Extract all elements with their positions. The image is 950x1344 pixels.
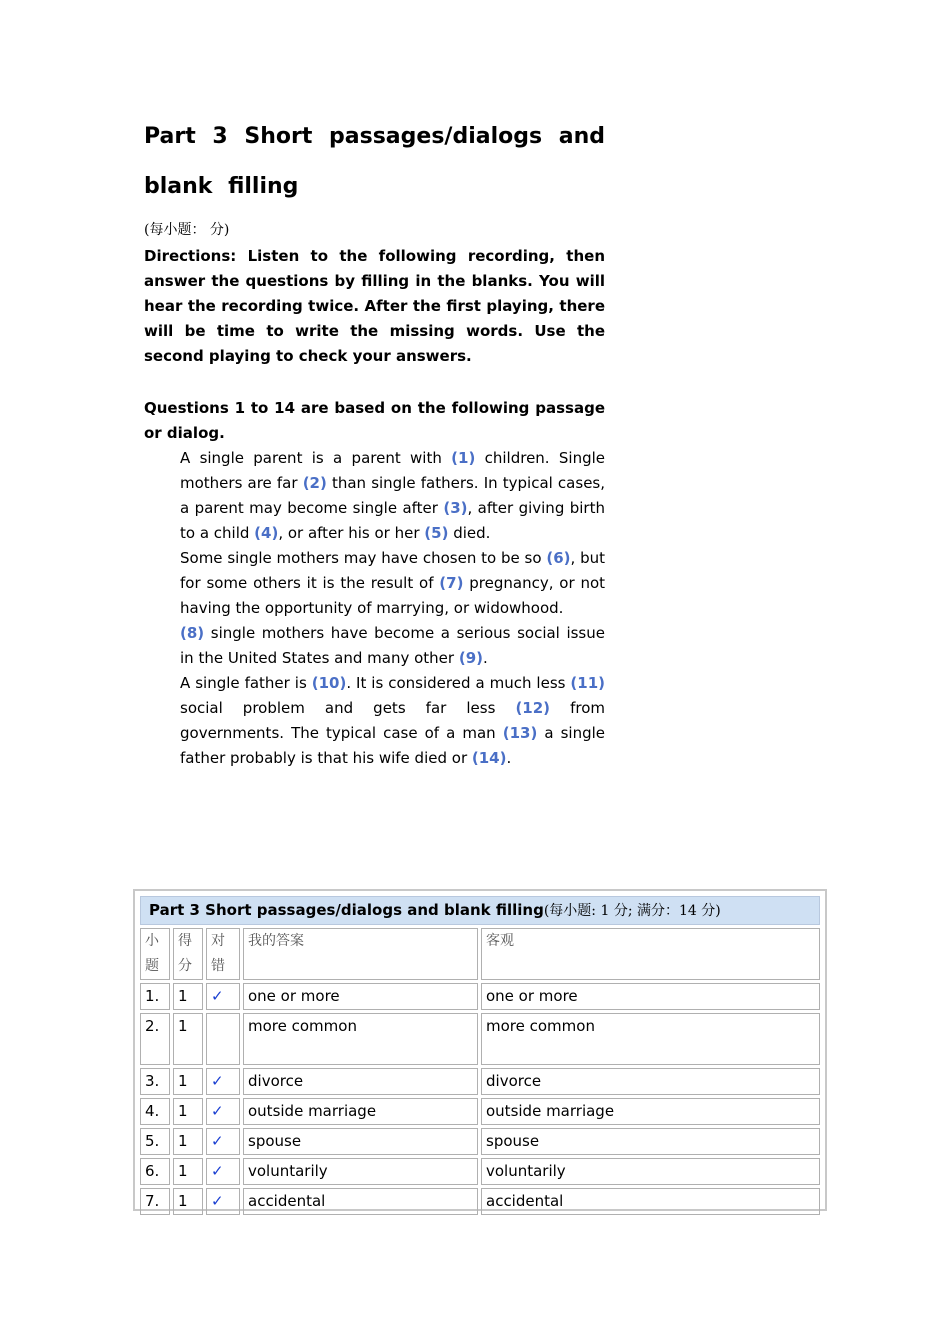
blank-13: (13) bbox=[502, 724, 538, 742]
table-row: 6. 1 ✓ voluntarily voluntarily bbox=[140, 1158, 820, 1185]
check-icon: ✓ bbox=[206, 1098, 240, 1125]
blank-3: (3) bbox=[443, 499, 468, 517]
column-headers bbox=[140, 928, 820, 980]
passage-paragraph-1: A single parent is a parent with (1) children. Single mothers are far (2) than single fathers. In typical cases, a parent may become single after (3), after giving birth to a child (4), or after his or her (5) died. bbox=[180, 449, 606, 542]
col-my-answer: 我的答案 bbox=[243, 928, 478, 980]
directions: Directions: Listen to the following recording, then answer the questions by filling in the blanks. You will hear the recording twice. After the first playing, there will be time to write the missing words. Use the second playing to check your answers. bbox=[144, 247, 605, 365]
results-table bbox=[133, 889, 827, 1211]
blank-12: (12) bbox=[515, 699, 551, 717]
check-icon: ✓ bbox=[206, 1128, 240, 1155]
check-icon: ✓ bbox=[206, 1068, 240, 1095]
table-row: 3. 1 ✓ divorce divorce bbox=[140, 1068, 820, 1095]
passage-paragraph-4: A single father is (10). It is considered a much less (11) social problem and gets far less (12) from governments. The typical case of a man (13) a single father probably is that his wife died or (14). bbox=[180, 674, 605, 767]
passage bbox=[180, 446, 605, 771]
questions-intro: Questions 1 to 14 are based on the following passage or dialog. bbox=[144, 399, 605, 442]
blank-1: (1) bbox=[451, 449, 476, 467]
blank-8: (8) bbox=[180, 624, 205, 642]
table-row: 1. 1 ✓ one or more one or more bbox=[140, 983, 820, 1010]
check-icon bbox=[206, 1013, 240, 1065]
col-key: 客观 bbox=[481, 928, 820, 980]
col-score: 得分 bbox=[173, 928, 203, 980]
table-row: 5. 1 ✓ spouse spouse bbox=[140, 1128, 820, 1155]
table-row: 7. 1 ✓ accidental accidental bbox=[140, 1188, 820, 1215]
table-row: 4. 1 ✓ outside marriage outside marriage bbox=[140, 1098, 820, 1125]
blank-9: (9) bbox=[458, 649, 483, 667]
blank-10: (10) bbox=[311, 674, 347, 692]
score-note: (每小题： 分) bbox=[144, 222, 230, 238]
table-score-note: (每小题: 1 分; 满分：14 分) bbox=[543, 903, 721, 919]
part-title: Part 3 Short passages/dialogs and blank filling bbox=[144, 124, 605, 199]
blank-7: (7) bbox=[439, 574, 464, 592]
blank-5: (5) bbox=[424, 524, 449, 542]
col-correct: 对错 bbox=[206, 928, 240, 980]
document-body bbox=[144, 112, 605, 771]
table-title: Part 3 Short passages/dialogs and blank filling bbox=[149, 901, 544, 919]
table-row: 2. 1 more common more common bbox=[140, 1013, 820, 1065]
check-icon: ✓ bbox=[206, 1188, 240, 1215]
blank-4: (4) bbox=[254, 524, 279, 542]
blank-2: (2) bbox=[302, 474, 327, 492]
col-num: 小题 bbox=[140, 928, 170, 980]
blank-6: (6) bbox=[546, 549, 571, 567]
check-icon: ✓ bbox=[206, 1158, 240, 1185]
table-header bbox=[140, 896, 820, 925]
passage-paragraph-2: Some single mothers may have chosen to be so (6), but for some others it is the result of (7) pregnancy, or not having the opportunity of marrying, or widowhood. bbox=[180, 549, 606, 617]
check-icon: ✓ bbox=[206, 983, 240, 1010]
passage-paragraph-3: (8) single mothers have become a serious social issue in the United States and many other (9). bbox=[180, 624, 605, 667]
blank-14: (14) bbox=[471, 749, 507, 767]
blank-11: (11) bbox=[570, 674, 605, 692]
